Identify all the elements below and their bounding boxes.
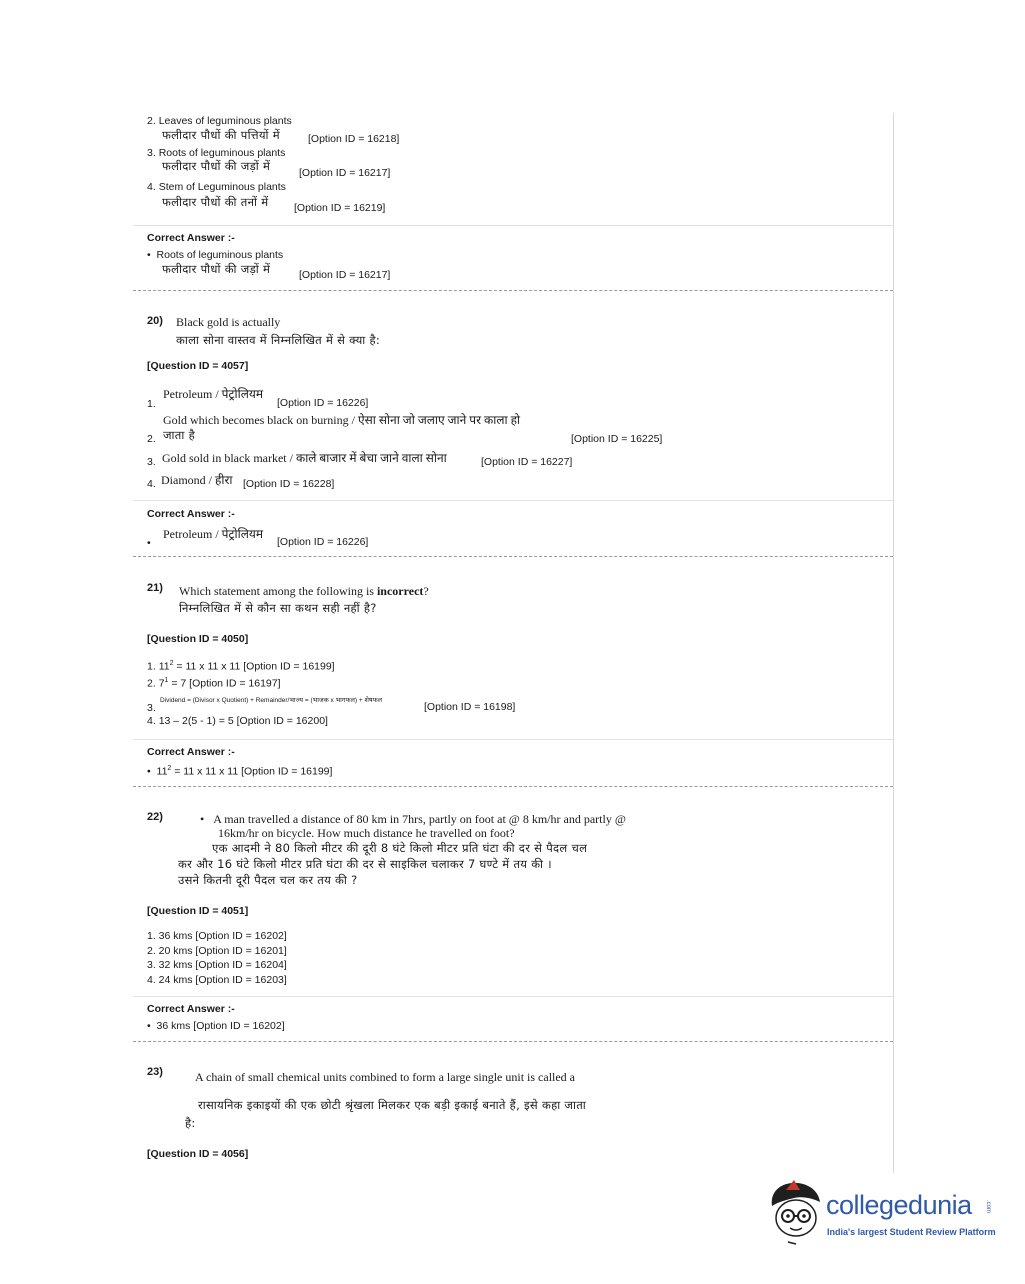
q19-answer-id: [Option ID = 16217] — [299, 269, 391, 281]
q20-text-hi: काला सोना वास्तव में निम्नलिखित में से क्या है: — [176, 333, 381, 347]
divider — [133, 996, 893, 997]
q19-answer-en: • Roots of leguminous plants — [147, 249, 284, 261]
q19-correct-label: Correct Answer :- — [147, 232, 235, 244]
q23-text-hi-2: है: — [185, 1116, 196, 1130]
q23-number: 23) — [147, 1066, 163, 1078]
collegedunia-mascot-icon — [766, 1178, 826, 1248]
q21-text-hi: निम्नलिखित में से कौन सा कथन सही नहीं है? — [179, 601, 377, 615]
q22-text-hi-3: उसने कितनी दूरी पैदल चल कर तय की ? — [178, 873, 358, 887]
q19-option-2-en: 2. Leaves of leguminous plants — [147, 115, 292, 127]
q22-number: 22) — [147, 811, 163, 823]
q22-correct-label: Correct Answer :- — [147, 1003, 235, 1015]
q22-option-4: 4. 24 kms [Option ID = 16203] — [147, 974, 287, 986]
q20-answer-id: [Option ID = 16226] — [277, 536, 369, 548]
q20-option-3-num: 3. — [147, 456, 156, 468]
q22-option-2: 2. 20 kms [Option ID = 16201] — [147, 945, 287, 957]
q23-question-id: [Question ID = 4056] — [147, 1148, 249, 1160]
q20-option-1-num: 1. — [147, 398, 156, 410]
q21-option-4: 4. 13 – 2(5 - 1) = 5 [Option ID = 16200] — [147, 715, 328, 727]
q22-text-hi-2: कर और 16 घंटे किलो मीटर प्रति घंटा की दर से साइकिल चलाकर 7 घण्टे में तय की । — [178, 857, 552, 871]
q20-answer-text: Petroleum / पेट्रोलियम — [163, 527, 264, 541]
q20-number: 20) — [147, 315, 163, 327]
q20-option-1-id: [Option ID = 16226] — [277, 397, 369, 409]
q23-text-hi-1: रासायनिक इकाइयों की एक छोटी श्रृंखला मिलकर एक बड़ी इकाई बनाते हैं, इसे कहा जाता — [198, 1098, 587, 1112]
logo-tagline: India's largest Student Review Platform — [827, 1227, 996, 1237]
q21-text-en: Which statement among the following is incorrect? — [179, 584, 429, 598]
q20-option-4-text: Diamond / हीरा — [161, 473, 233, 487]
q19-option-2-hi: फलीदार पौधों की पत्तियों में — [162, 128, 280, 142]
q20-option-2-num: 2. — [147, 433, 156, 445]
q21-question-id: [Question ID = 4050] — [147, 633, 249, 645]
q20-option-2-id: [Option ID = 16225] — [571, 433, 663, 445]
q20-correct-label: Correct Answer :- — [147, 508, 235, 520]
q19-option-4-en: 4. Stem of Leguminous plants — [147, 181, 286, 193]
q20-answer-bullet: • — [147, 537, 151, 549]
q20-option-1-text: Petroleum / पेट्रोलियम — [163, 387, 264, 401]
q22-text-en-2: 16km/hr on bicycle. How much distance he travelled on foot? — [218, 826, 515, 840]
q19-option-4-id: [Option ID = 16219] — [294, 202, 386, 214]
q21-answer: • $11^2 = 11$ x 11 x 11 [Option ID = 16199] — [147, 765, 333, 778]
q19-option-3-hi: फलीदार पौधों की जड़ों में — [162, 159, 271, 173]
question-separator — [133, 556, 893, 557]
q22-question-id: [Question ID = 4051] — [147, 905, 249, 917]
question-separator — [133, 290, 893, 291]
q19-option-3-id: [Option ID = 16217] — [299, 167, 391, 179]
q21-option-3-num: 3. — [147, 702, 156, 714]
q22-text-en-1: • A man travelled a distance of 80 km in 7hrs, partly on foot at @ 8 km/hr and partly @ — [200, 812, 626, 826]
q21-option-3-formula: Dividend = (Divisor x Quotient) + Remainder/भाज्य = (भाजक x भागफल) + शेषफल — [160, 697, 383, 704]
question-separator — [133, 786, 893, 787]
q21-option-1: 1. $11^2 = 11$ x 11 x 11 [Option ID = 16199] — [147, 660, 335, 673]
q22-answer: • 36 kms [Option ID = 16202] — [147, 1020, 285, 1032]
q20-option-4-num: 4. — [147, 478, 156, 490]
q20-option-3-text: Gold sold in black market / काले बाजार में बेचा जाने वाला सोना — [162, 451, 447, 465]
q20-text-en: Black gold is actually — [176, 315, 281, 329]
q21-option-2: 2. $7^1 = 7$ [Option ID = 16197] — [147, 677, 281, 690]
logo-wordmark: collegedunia — [826, 1190, 972, 1220]
q19-answer-hi: फलीदार पौधों की जड़ों में — [162, 262, 271, 276]
logo-com: .com — [985, 1200, 991, 1214]
q22-option-3: 3. 32 kms [Option ID = 16204] — [147, 959, 287, 971]
q20-option-2-text-cont: जाता है — [163, 428, 196, 442]
question-separator — [133, 1041, 893, 1042]
q20-option-2-text: Gold which becomes black on burning / ऐसा सोना जो जलाए जाने पर काला हो — [163, 413, 521, 427]
q21-correct-label: Correct Answer :- — [147, 746, 235, 758]
divider — [133, 500, 893, 501]
q20-option-3-id: [Option ID = 16227] — [481, 456, 573, 468]
q23-text-en: A chain of small chemical units combined to form a large single unit is called a — [195, 1070, 576, 1084]
q22-option-1: 1. 36 kms [Option ID = 16202] — [147, 930, 287, 942]
q21-number: 21) — [147, 582, 163, 594]
divider — [133, 739, 893, 740]
q20-question-id: [Question ID = 4057] — [147, 360, 249, 372]
q20-option-4-id: [Option ID = 16228] — [243, 478, 335, 490]
q21-option-3-id: [Option ID = 16198] — [424, 701, 516, 713]
q19-option-3-en: 3. Roots of leguminous plants — [147, 147, 286, 159]
divider — [133, 225, 893, 226]
q19-option-4-hi: फलीदार पौधों की तनों में — [162, 195, 269, 209]
q19-option-2-id: [Option ID = 16218] — [308, 133, 400, 145]
q22-text-hi-1: एक आदमी ने 80 किलो मीटर की दूरी 8 घंटे किलो मीटर प्रति घंटा की दर से पैदल चल — [212, 841, 588, 855]
